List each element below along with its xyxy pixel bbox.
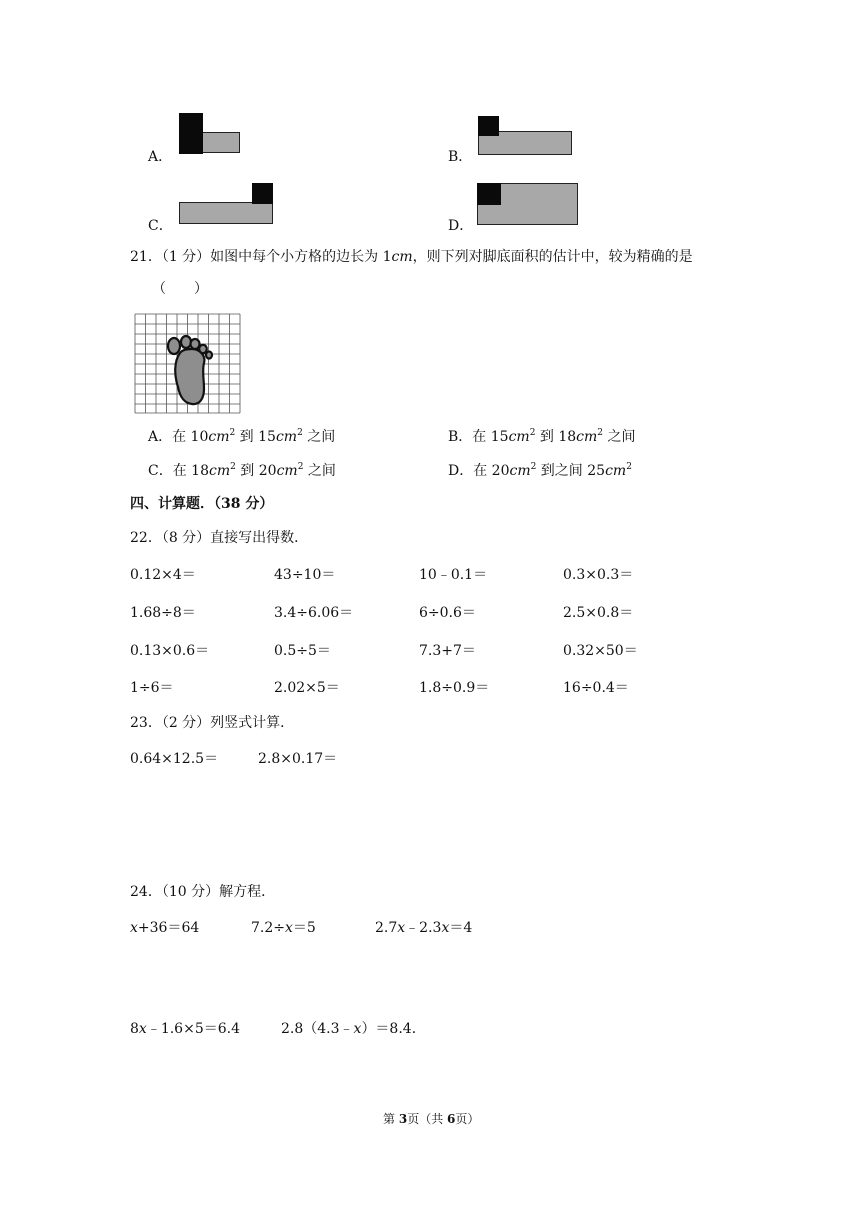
- calc-item: 0.3×0.3＝: [563, 567, 634, 583]
- unit: cm: [605, 463, 627, 479]
- calc-item: 2.5×0.8＝: [563, 605, 634, 621]
- calc-item: 10﹣0.1＝: [419, 567, 488, 583]
- q21-option-c: [148, 462, 336, 480]
- vertical-calc-item: 0.64×12.5＝: [130, 751, 219, 767]
- superscript: 2: [229, 428, 236, 438]
- superscript: 2: [297, 428, 303, 438]
- variable: x: [285, 920, 293, 936]
- unit: cm: [391, 249, 413, 265]
- option-text: D．在 20: [448, 463, 510, 479]
- equation: [251, 919, 316, 937]
- option-text: C．在 18: [148, 463, 209, 479]
- unit: cm: [275, 429, 298, 445]
- variable: x: [138, 1021, 147, 1037]
- calc-item: 0.12×4＝: [130, 567, 196, 583]
- option-text: 到之间 25: [536, 463, 606, 479]
- superscript: 2: [529, 428, 536, 438]
- equation-text: ﹣2.3: [405, 920, 442, 936]
- option-text: A．在 10: [148, 429, 209, 445]
- option-text: 之间: [302, 429, 336, 445]
- gray-rectangle: [198, 132, 240, 153]
- gray-rectangle: [179, 202, 273, 224]
- equation-text: 7.2÷: [251, 920, 285, 936]
- equation: [130, 919, 199, 937]
- option-text: 之间: [303, 463, 336, 479]
- answer-paren: （ ）: [152, 281, 208, 297]
- unit: cm: [508, 429, 530, 445]
- unit: cm: [576, 429, 598, 445]
- equation-text: 8: [130, 1021, 139, 1037]
- equation: [375, 919, 472, 937]
- equation-text: ＝5: [292, 920, 316, 936]
- equation: [281, 1020, 426, 1038]
- page-number: 3: [398, 1112, 408, 1126]
- variable: x: [353, 1021, 362, 1037]
- superscript: 2: [230, 462, 236, 472]
- option-a-label: A．: [148, 149, 173, 165]
- equation: [130, 1020, 240, 1038]
- q23-stem: 23．（2 分）列竖式计算．: [130, 715, 295, 731]
- footer-text: 页）: [455, 1112, 480, 1126]
- black-rectangle: [179, 113, 203, 154]
- option-text: 到 18: [535, 429, 577, 445]
- q22-stem: 22．（8 分）直接写出得数．: [130, 530, 309, 546]
- page-footer: [383, 1110, 479, 1127]
- calc-item: 1÷6＝: [130, 680, 174, 696]
- black-square: [478, 116, 499, 136]
- section-title: 四、计算题．（38 分）: [130, 496, 274, 512]
- option-c-label: C．: [148, 218, 173, 234]
- q21-option-b: [448, 428, 635, 446]
- q21-stem: [130, 248, 693, 266]
- calc-item: 6÷0.6＝: [419, 605, 476, 621]
- option-text: B．在 15: [448, 429, 509, 445]
- option-text: 到 20: [235, 463, 277, 479]
- unit: cm: [208, 463, 231, 479]
- q24-stem: 24．（10 分）解方程．: [130, 884, 276, 900]
- footer-text: 页（共: [407, 1112, 448, 1126]
- variable: x: [130, 920, 138, 936]
- superscript: 2: [597, 428, 603, 438]
- superscript: 2: [530, 462, 537, 472]
- option-text: 到 15: [235, 429, 276, 445]
- calc-item: 0.13×0.6＝: [130, 643, 210, 659]
- equation-text: ）＝8.4．: [361, 1021, 426, 1037]
- option-b-label: B．: [448, 149, 473, 165]
- q21-option-a: [148, 428, 335, 446]
- calc-item: 43÷10＝: [274, 567, 336, 583]
- unit: cm: [509, 463, 531, 479]
- footprint-grid-figure: [134, 313, 241, 414]
- q21-stem-text: 21．（1 分）如图中每个小方格的边长为 1: [130, 249, 392, 265]
- unit: cm: [208, 429, 230, 445]
- equation-text: ﹣1.6×5＝6.4: [146, 1021, 240, 1037]
- calc-item: 1.8÷0.9＝: [419, 680, 490, 696]
- variable: x: [397, 920, 406, 936]
- vertical-calc-item: 2.8×0.17＝: [258, 751, 338, 767]
- calc-item: 3.4÷6.06＝: [274, 605, 354, 621]
- calc-item: 0.32×50＝: [563, 643, 638, 659]
- equation-text: 2.8（4.3﹣: [281, 1021, 354, 1037]
- calc-item: 2.02×5＝: [274, 680, 340, 696]
- equation-text: +36＝64: [137, 920, 200, 936]
- black-square: [477, 183, 501, 205]
- black-square: [252, 183, 273, 204]
- option-d-label: D．: [448, 218, 474, 234]
- calc-item: 1.68÷8＝: [130, 605, 196, 621]
- calc-item: 16÷0.4＝: [563, 680, 629, 696]
- q21-option-d: [448, 462, 632, 480]
- equation-text: ＝4: [449, 920, 473, 936]
- variable: x: [441, 920, 450, 936]
- calc-item: 0.5÷5＝: [274, 643, 331, 659]
- q21-stem-tail: ，则下列对脚底面积的估计中，较为精确的是: [412, 249, 693, 265]
- equation-text: 2.7: [375, 920, 398, 936]
- calc-item: 7.3+7＝: [419, 643, 476, 659]
- option-text: 之间: [603, 429, 636, 445]
- unit: cm: [276, 463, 298, 479]
- footer-text: 第: [383, 1112, 399, 1126]
- superscript: 2: [626, 462, 632, 472]
- total-pages: 6: [447, 1112, 456, 1126]
- superscript: 2: [297, 462, 304, 472]
